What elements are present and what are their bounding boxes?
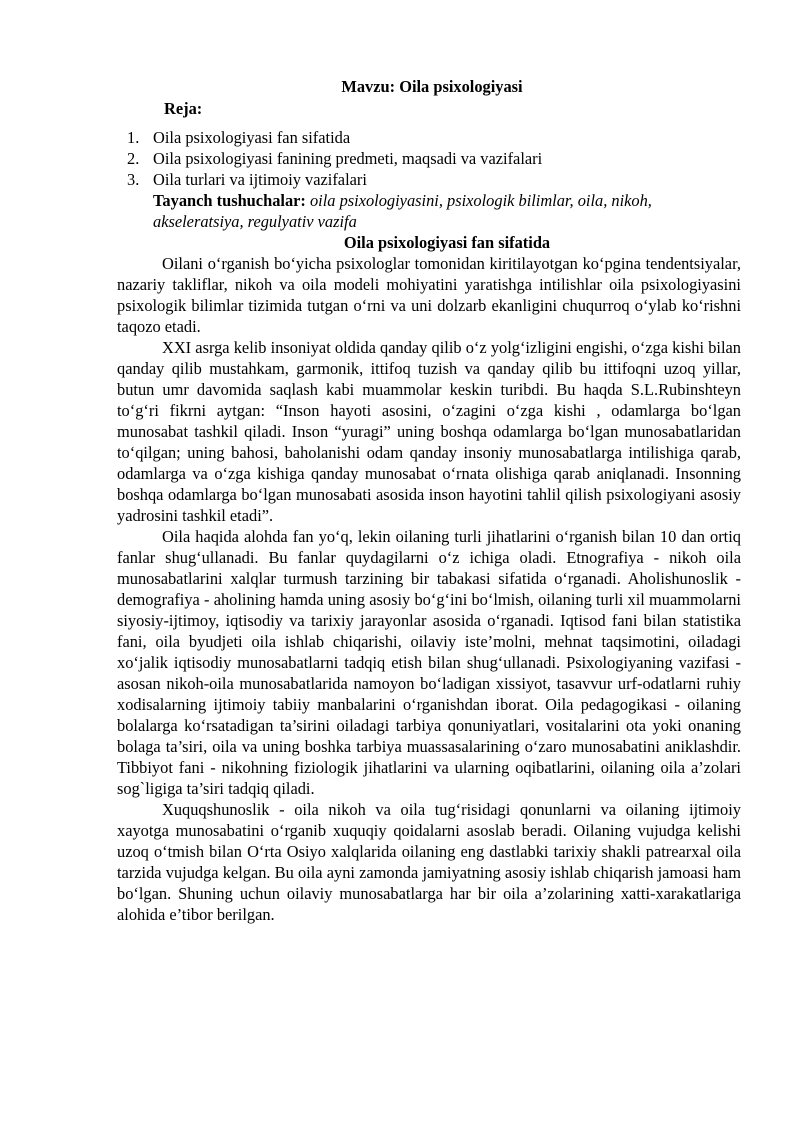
document-title: Mavzu: Oila psixologiyasi <box>341 77 523 96</box>
body-paragraph: Xuquqshunoslik - oila nikoh va oila tug‘risidagi qonunlarni va oilaning ijtimoiy xayotga munosabatini o‘rganib xuquqiy qoidalarni asoslab beradi. Oilaning vujudga kelishi uzoq o‘tmish bilan O‘rta Osiyo xalqlarida oilaning eng dastlabki tarixiy shakli patrearxal oila tarzida vujudga kelgan. Bu oila ayni zamonda jamiyatning asosiy ishlab chiqarish jamoasi ham bo‘lgan. Shuning uchun oilaviy munosabatlarga har bir oila a’zolarining xatti-xarakatlariga alohida e’tibor berilgan. <box>117 800 741 924</box>
plan-item-text: Oila psixologiyasi fanining predmeti, maqsadi va vazifalari <box>153 149 543 168</box>
plan-item <box>117 127 741 148</box>
keywords-block <box>153 190 741 232</box>
body-paragraph: Oilani o‘rganish bo‘yicha psixologlar tomonidan kiritilayotgan ko‘pgina tendentsiyalar, nazariy takliflar, nikoh va oila modeli mohiyatini yaratishga intilishlar oila psixologiyasini psixologik bilimlar tizimida tutgan o‘rni va uni dolzarb ekanligini chuqurroq o‘ylab ko‘rishni taqozo etadi. <box>117 254 741 336</box>
plan-item-text: Oila turlari va ijtimoiy vazifalari <box>153 170 367 189</box>
plan-item-number: 3. <box>127 170 140 189</box>
plan-heading: Reja: <box>164 99 203 118</box>
plan-item-number: 1. <box>127 128 140 147</box>
keywords-text: oila psixologiyasini, psixologik bilimlar, oila, nikoh, akseleratsiya, regulyativ vazifa <box>153 191 652 231</box>
section-title: Oila psixologiyasi fan sifatida <box>343 233 551 252</box>
plan-item <box>117 169 741 190</box>
body-paragraph: XXI asrga kelib insoniyat oldida qanday qilib o‘z yolg‘izligini engishi, o‘zga kishi bilan qanday qilib mustahkam, garmonik, ittifoq tuzish va qanday qilib bu ittifoqni uzoq yillar, butun umr davomida saqlash kabi muammolar keskin turibdi. Bu haqda S.L.Rubinshteyn to‘g‘ri fikrni aytgan: “Inson hayoti asosini, o‘zagini o‘zga kishi , odamlarga bo‘lgan munosabat tashkil qiladi. Inson “yuragi” uning boshqa odamlarga bo‘lgan munosabatlaridan to‘qilgan; uning bahosi, baholanishi odam qanday insoniy munosabatlarga intilishiga qarab, odamlarga va o‘zga kishiga qanday munosabat o‘rnata olishiga qarab aniqlanadi. Insonning boshqa odamlarga bo‘lgan munosabati asosida inson hayotini tahlil qilish psixologiyani asosiy yadrosini tashkil etadi”. <box>117 338 741 525</box>
keywords-label: Tayanch tushuchalar: <box>153 191 306 210</box>
document-page <box>117 76 741 925</box>
plan-item-number: 2. <box>127 149 140 168</box>
plan-list <box>117 127 741 190</box>
body-paragraph: Oila haqida alohda fan yo‘q, lekin oilaning turli jihatlarini o‘rganish bilan 10 dan ortiq fanlar shug‘ullanadi. Bu fanlar quydagilarni o‘z ichiga oladi. Etnografiya - nikoh oila munosabatlarini xalqlar turmush tarzining bir tabakasi sifatida o‘rganadi. Aholishunoslik - demografiya - aholining hamda uning asosiy bo‘g‘ini bo‘lmish, oilaning turli xil muammolarni siyosiy-ijtimoy, iqtisodiy va tarixiy jarayonlar asosida o‘rganadi. Iqtisod fani bilan statistika fani, oila byudjeti oila ishlab chiqarishi, oilaviy iste’molni, mehnat taqsimotini, oiladagi xo‘jalik iqtisodiy munosabatlarni tadqiq etish bilan shug‘ullanadi. Psixologiyaning vazifasi - asosan nikoh-oila munosabatlarida namoyon bo‘ladigan xissiyot, tasavvur urf-odatlarni ruhiy xodisalarning ijtimoiy tabiiy manbalarini o‘rganishdan iborat. Oila pedagogikasi - oilaning bolalarga ko‘rsatadigan ta’sirini oiladagi tarbiya qonuniyatlari, vositalarini ota yoki onaning bolaga ta’siri, oila va uning boshka tarbiya muassasalarining o‘zaro munosabatini aniklashdir. Tibbiyot fani - nikohning fiziologik jihatlarini va ularning oqibatlarini, oilaning oila a’zolari sog`ligiga ta’siri tadqiq qiladi. <box>117 527 741 798</box>
plan-item <box>117 148 741 169</box>
plan-item-text: Oila psixologiyasi fan sifatida <box>153 128 351 147</box>
